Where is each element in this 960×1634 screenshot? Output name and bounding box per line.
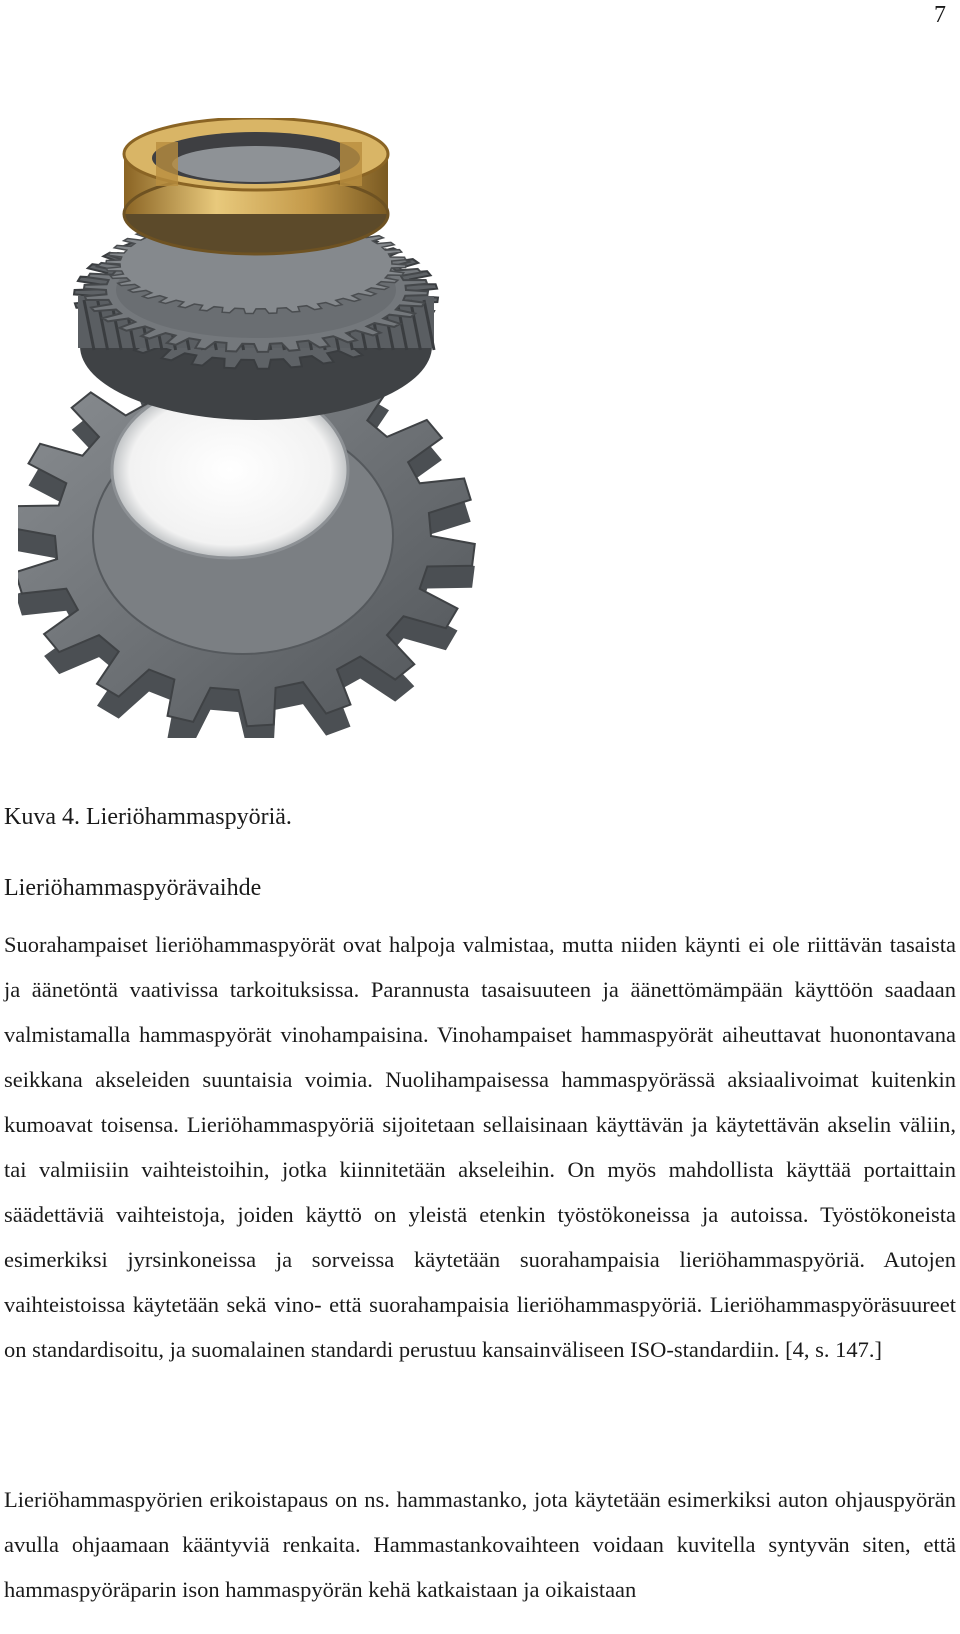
synchro-ring [124,118,388,254]
figure-gears [18,118,498,738]
body-paragraph-1: Suorahampaiset lieriöhammaspyörät ovat halpoja valmistaa, mutta niiden käynti ei ole riittävän tasaista ja äänetöntä vaativissa tarkoituksissa. Parannusta tasaisuuteen ja äänettömämpään käyttöön saadaan valmistamalla hammaspyörät vinohampaisina. Vinohampaiset hammaspyörät aiheuttavat huonontavana seikkana akseleiden suuntaisia voimia. Nuolihampaisessa hammaspyörässä aksiaalivoimat kuitenkin kumoavat toisensa. Lieriöhammaspyöriä sijoitetaan sellaisinaan käyttävän ja käytettävän akselin väliin, tai valmiisiin vaihteistoihin, jotka kiinnitetään akseleihin. On myös mahdollista käyttää portaittain säädettäviä vaihteistoja, joiden käyttö on yleistä etenkin työstökoneissa ja autoissa. Työstökoneista esimerkiksi jyrsinkoneissa ja sorveissa käytetään suorahampaisia lieriöhammaspyöriä. Autojen vaihteistoissa käytetään sekä vino- että suorahampaisia lieriöhammaspyöriä. Lieriöhammaspyöräsuureet on standardisoitu, ja suomalainen standardi perustuu kansainväliseen ISO-standardiin. [4, s. 147.] [4,932,956,1362]
section-heading: Lieriöhammaspyörävaihde [4,875,262,901]
page-number: 7 [934,2,946,28]
figure-caption: Kuva 4. Lieriöhammaspyöriä. [4,804,292,830]
body-paragraph-2: Lieriöhammaspyörien erikoistapaus on ns. hammastanko, jota käytetään esimerkiksi auton ohjauspyörän avulla ohjaamaan kääntyviä renkaita. Hammastankovaihteen voidaan kuvitella syntyvän siten, että hammaspyöräparin ison hammaspyörän kehä katkaistaan ja oikaistaan [4,1487,956,1602]
gear-photo-icon [18,118,498,738]
